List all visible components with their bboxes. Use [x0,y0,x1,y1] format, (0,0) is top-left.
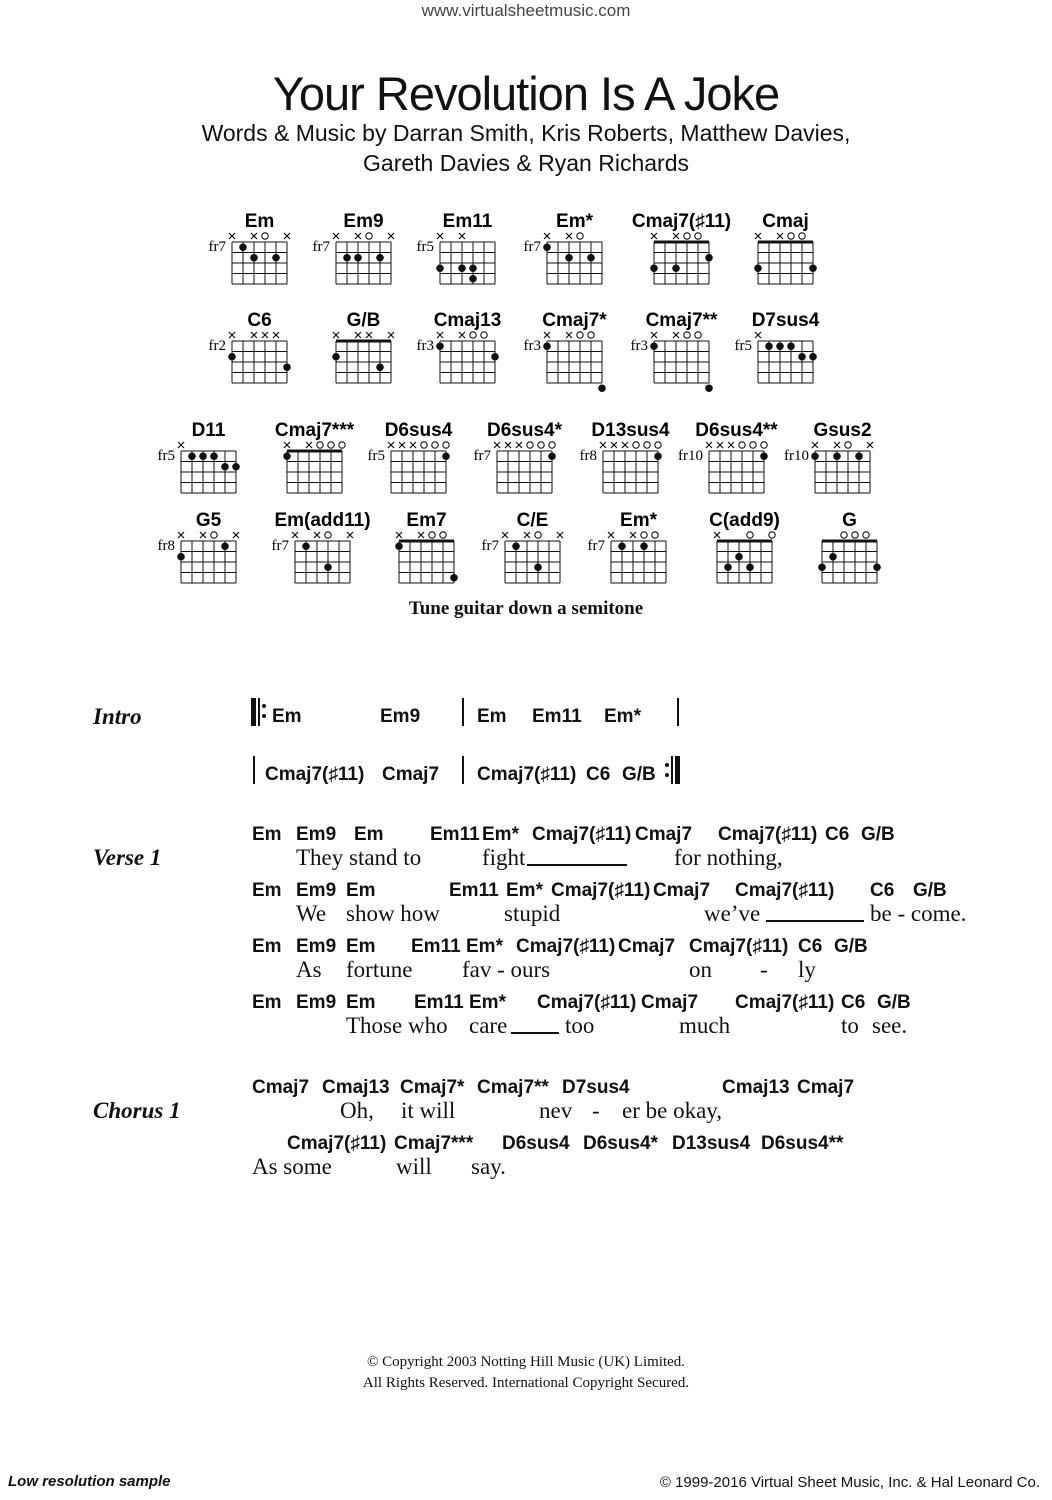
lyric: We [296,901,327,926]
open-string-mark [684,233,690,239]
chord-chart-name: Em9 [343,211,384,232]
low-resolution-notice: Low resolution sample [8,1473,171,1490]
chord-chart-fret-number: fr3 [523,338,541,354]
open-string-mark [421,442,427,448]
repeat-end-barline [675,756,680,784]
finger-dot [654,452,662,460]
open-string-mark [761,442,767,448]
chord-chart-fret-number: fr7 [587,538,605,554]
chord-symbol: C6 [586,764,611,785]
finger-dot [283,363,291,371]
lyric: say. [471,1154,506,1179]
open-string-mark [788,233,794,239]
finger-dot [724,563,732,571]
finger-dot [376,254,384,262]
section-label-intro: Intro [93,704,142,729]
chord-symbol: C6 [798,936,823,957]
finger-dot [354,254,362,262]
open-string-mark [432,442,438,448]
melisma-line [766,920,864,922]
finger-dot [873,563,881,571]
open-string-mark [633,442,639,448]
chord-symbol: Cmaj7 [382,764,440,785]
finger-dot [221,542,229,550]
chord-chart-name: C/E [516,510,549,531]
chord-chart-fret-number: fr7 [523,239,541,255]
lyric: They stand to [296,845,422,870]
chord-symbol: D13sus4 [672,1133,751,1154]
finger-dot [640,542,648,550]
chord-chart-fret-number: fr5 [734,338,752,354]
open-string-mark [739,442,745,448]
chord-chart-name: Em(add11) [274,510,371,531]
chord-symbol: Cmaj7 [653,880,711,901]
finger-dot [512,542,520,550]
open-string-mark [852,532,858,538]
open-string-mark [470,332,476,338]
open-string-mark [339,442,345,448]
finger-dot [332,353,340,361]
finger-dot [343,254,351,262]
finger-dot [855,452,863,460]
lyric: - [592,1098,600,1123]
finger-dot [458,264,466,272]
chord-symbol: Cmaj7(♯11) [265,764,365,785]
chord-chart-name: Em11 [442,211,493,232]
finger-dot [436,264,444,272]
lyric: stupid [504,901,561,926]
open-string-mark [644,442,650,448]
chord-chart-fret-number: fr7 [481,538,499,554]
copyright-line-1: © Copyright 2003 Notting Hill Music (UK) Limited. [366,1354,686,1370]
chord-symbol: Em [354,824,384,845]
chord-symbol: D6sus4* [583,1133,658,1154]
chord-symbol: Em* [482,824,519,845]
open-string-mark [750,442,756,448]
open-string-mark [695,233,701,239]
chord-symbol: Cmaj7(♯11) [532,824,632,845]
lyric: er be okay, [622,1098,723,1123]
open-string-mark [262,233,268,239]
chord-chart-name: G [842,510,857,531]
lyric: too [565,1013,595,1038]
finger-dot [177,553,185,561]
chord-chart-name: Cmaj7* [542,310,607,331]
chord-symbol: Cmaj7*** [394,1133,474,1154]
barline [677,698,679,726]
chord-chart-name: D6sus4** [695,420,778,441]
chord-symbol: Em11 [430,824,480,845]
chord-symbol: Cmaj7 [635,824,693,845]
barline [253,756,255,784]
chord-symbol: Cmaj7(♯11) [735,880,835,901]
chord-symbol: Em9 [296,936,337,957]
chord-symbol: Cmaj13 [322,1077,390,1098]
repeat-dot [665,773,669,777]
barline [671,756,673,784]
lyric: for nothing, [674,845,783,870]
chord-symbol: Cmaj7 [618,936,676,957]
chord-symbol: Em [252,936,282,957]
barline [462,698,464,726]
chord-symbol: D7sus4 [562,1077,630,1098]
chord-chart-name: Em [244,211,275,232]
chord-symbol: G/B [622,764,656,785]
finger-dot [469,264,477,272]
finger-dot [598,384,606,392]
lyric: fav - ours [462,957,551,982]
chord-chart-name: Cmaj13 [433,310,502,331]
open-string-mark [747,532,753,538]
repeat-dot [665,763,669,767]
open-string-mark [325,532,331,538]
open-string-mark [577,332,583,338]
lyric: we’ve [704,901,761,926]
copyright-notice [0,1352,1052,1394]
chord-symbol: Cmaj7(♯11) [735,992,835,1013]
lyric: show how [346,901,440,926]
finger-dot [442,452,450,460]
finger-dot [395,542,403,550]
chord-chart-fret-number: fr3 [630,338,648,354]
finger-dot [809,353,817,361]
chord-symbol: G/B [861,824,895,845]
open-string-mark [588,332,594,338]
chord-chart-name: C(add9) [709,510,780,531]
song-title: Your Revolution Is A Joke [272,67,780,120]
finger-dot [543,243,551,251]
open-string-mark [429,532,435,538]
chord-symbol: D6sus4** [761,1133,844,1154]
finger-dot [450,574,458,582]
copyright-line-2: All Rights Reserved. International Copyright Secured. [362,1375,690,1391]
lyric: fortune [346,957,413,982]
chord-symbol: C6 [841,992,866,1013]
finger-dot [324,563,332,571]
melisma-line [527,864,627,866]
open-string-mark [527,442,533,448]
open-string-mark [769,532,775,538]
lyric: be - come. [870,901,967,926]
lyric: on [689,957,712,982]
barline [462,756,464,784]
open-string-mark [535,532,541,538]
finger-dot [250,254,258,262]
finger-dot [672,264,680,272]
finger-dot [809,264,817,272]
chord-symbol: Cmaj7(♯11) [718,824,818,845]
chord-symbol: D6sus4 [502,1133,570,1154]
finger-dot [221,463,229,471]
chord-chart-fret-number: fr5 [416,239,434,255]
lyric: to [841,1013,859,1038]
finger-dot [618,542,626,550]
chord-chart-name: Em* [556,211,593,232]
lyric: care [469,1013,508,1038]
chord-chart-fret-number: fr3 [416,338,434,354]
finger-dot [650,342,658,350]
lyric: much [679,1013,731,1038]
open-string-mark [577,233,583,239]
chord-symbol: Em9 [380,706,421,727]
chord-symbol: Em11 [449,880,499,901]
chord-symbol: Em [252,824,282,845]
chord-symbol: Em [252,880,282,901]
finger-dot [746,563,754,571]
finger-dot [787,342,795,350]
finger-dot [436,342,444,350]
chord-symbol: Cmaj7(♯11) [516,936,616,957]
lyric: Oh, [340,1098,374,1123]
chord-symbol: Em9 [296,824,337,845]
finger-dot [491,353,499,361]
chord-chart-fret-number: fr7 [312,239,330,255]
lyric: it will [401,1098,456,1123]
chord-symbol: Cmaj7(♯11) [537,992,637,1013]
chord-chart-fret-number: fr2 [208,338,226,354]
chord-symbol: Em [346,880,376,901]
finger-dot [232,463,240,471]
chord-symbol: Cmaj13 [722,1077,790,1098]
open-string-mark [845,442,851,448]
chord-symbol: Cmaj7(♯11) [287,1133,387,1154]
chord-chart-name: Cmaj7(♯11) [631,211,732,232]
finger-dot [272,254,280,262]
lyric: will [396,1154,432,1179]
chord-symbol: Em [477,706,507,727]
chord-symbol: G/B [834,936,868,957]
finger-dot [776,342,784,350]
chord-symbol: Em [252,992,282,1013]
open-string-mark [211,532,217,538]
chord-symbol: C6 [825,824,850,845]
chord-chart-name: C6 [247,310,272,331]
finger-dot [543,342,551,350]
chord-symbol: Cmaj7(♯11) [477,764,577,785]
chord-chart-fret-number: fr7 [208,239,226,255]
open-string-mark [841,532,847,538]
finger-dot [765,342,773,350]
finger-dot [818,563,826,571]
finger-dot [210,452,218,460]
open-string-mark [538,442,544,448]
finger-dot [760,452,768,460]
lyric: Those who [346,1013,448,1038]
finger-dot [833,452,841,460]
chord-symbol: Em [346,992,376,1013]
lyric: ly [798,957,816,982]
lyric: As [296,957,322,982]
finger-dot [469,275,477,283]
open-string-mark [863,532,869,538]
chord-chart-name: D13sus4 [591,420,670,441]
finger-dot [705,254,713,262]
chord-chart-name: G/B [346,310,381,331]
open-string-mark [549,442,555,448]
chord-symbol: Em9 [296,992,337,1013]
finger-dot [228,353,236,361]
chord-chart-fret-number: fr8 [157,538,175,554]
chord-chart-name: D11 [191,420,226,441]
repeat-start-barline [251,698,256,726]
open-string-mark [443,442,449,448]
chord-chart-name: Cmaj7*** [274,420,355,441]
chord-symbol: Cmaj7* [400,1077,465,1098]
finger-dot [199,452,207,460]
finger-dot [829,553,837,561]
credits-line-1: Words & Music by Darran Smith, Kris Roberts, Matthew Davies, [201,120,851,146]
repeat-dot [262,704,266,708]
finger-dot [587,254,595,262]
chord-symbol: Em9 [296,880,337,901]
section-label-chorus-1: Chorus 1 [93,1098,181,1123]
chord-chart-name: Cmaj [762,211,809,232]
finger-dot [735,553,743,561]
finger-dot [565,254,573,262]
finger-dot [754,264,762,272]
melisma-line [511,1032,559,1034]
barline [258,698,260,726]
finger-dot [811,452,819,460]
section-label-verse-1: Verse 1 [93,845,162,870]
chord-chart-fret-number: fr7 [271,538,289,554]
repeat-dot [262,714,266,718]
chord-symbol: G/B [877,992,911,1013]
chord-chart-name: D6sus4* [487,420,562,441]
chord-symbol: Em* [506,880,543,901]
lyric: fight [482,845,526,870]
chord-symbol: Cmaj7(♯11) [689,936,789,957]
chord-symbol: Em [346,936,376,957]
chord-symbol: Em* [604,706,641,727]
lyric: nev [539,1098,573,1123]
chord-chart-fret-number: fr7 [473,448,491,464]
open-string-mark [317,442,323,448]
finger-dot [534,563,542,571]
chord-chart-fret-number: fr5 [367,448,385,464]
finger-dot [705,384,713,392]
lyric: - [760,957,768,982]
chord-chart-fret-number: fr10 [678,448,703,464]
finger-dot [239,243,247,251]
open-string-mark [799,233,805,239]
chord-symbol: Em* [466,936,503,957]
open-string-mark [652,532,658,538]
finger-dot [188,452,196,460]
chord-symbol: Cmaj7** [477,1077,549,1098]
open-string-mark [655,442,661,448]
chord-chart-fret-number: fr10 [784,448,809,464]
source-url: www.virtualsheetmusic.com [421,1,631,20]
open-string-mark [481,332,487,338]
chord-symbol: Cmaj7(♯11) [551,880,651,901]
finger-dot [283,452,291,460]
finger-dot [650,264,658,272]
finger-dot [302,542,310,550]
chord-chart-name: Cmaj7** [645,310,718,331]
chord-chart-name: Gsus2 [813,420,872,441]
lyric: As some [252,1154,332,1179]
chord-symbol: Cmaj7 [641,992,699,1013]
publisher-copyright: © 1999-2016 Virtual Sheet Music, Inc. & Hal Leonard Co. [659,1474,1040,1491]
chord-chart-fret-number: fr8 [579,448,597,464]
chord-chart-name: G5 [195,510,222,531]
finger-dot [376,363,384,371]
chord-chart-name: Em7 [406,510,447,531]
chord-symbol: G/B [913,880,947,901]
chord-symbol: Cmaj7 [797,1077,855,1098]
chord-symbol: Em* [469,992,506,1013]
chord-chart-name: D6sus4 [384,420,453,441]
lyric: see. [872,1013,908,1038]
finger-dot [798,353,806,361]
chord-chart-name: D7sus4 [751,310,820,331]
tuning-note: Tune guitar down a semitone [408,598,644,619]
open-string-mark [328,442,334,448]
open-string-mark [641,532,647,538]
open-string-mark [440,532,446,538]
credits-line-2: Gareth Davies & Ryan Richards [363,150,689,176]
chord-symbol: Em11 [411,936,461,957]
chord-symbol: Em11 [532,706,582,727]
open-string-mark [684,332,690,338]
chord-symbol: Cmaj7 [252,1077,310,1098]
chord-symbol: Em [272,706,302,727]
chord-chart-name: Em* [620,510,657,531]
open-string-mark [366,233,372,239]
finger-dot [548,452,556,460]
chord-chart-fret-number: fr5 [157,448,175,464]
chord-symbol: C6 [870,880,895,901]
open-string-mark [695,332,701,338]
chord-symbol: Em11 [414,992,464,1013]
